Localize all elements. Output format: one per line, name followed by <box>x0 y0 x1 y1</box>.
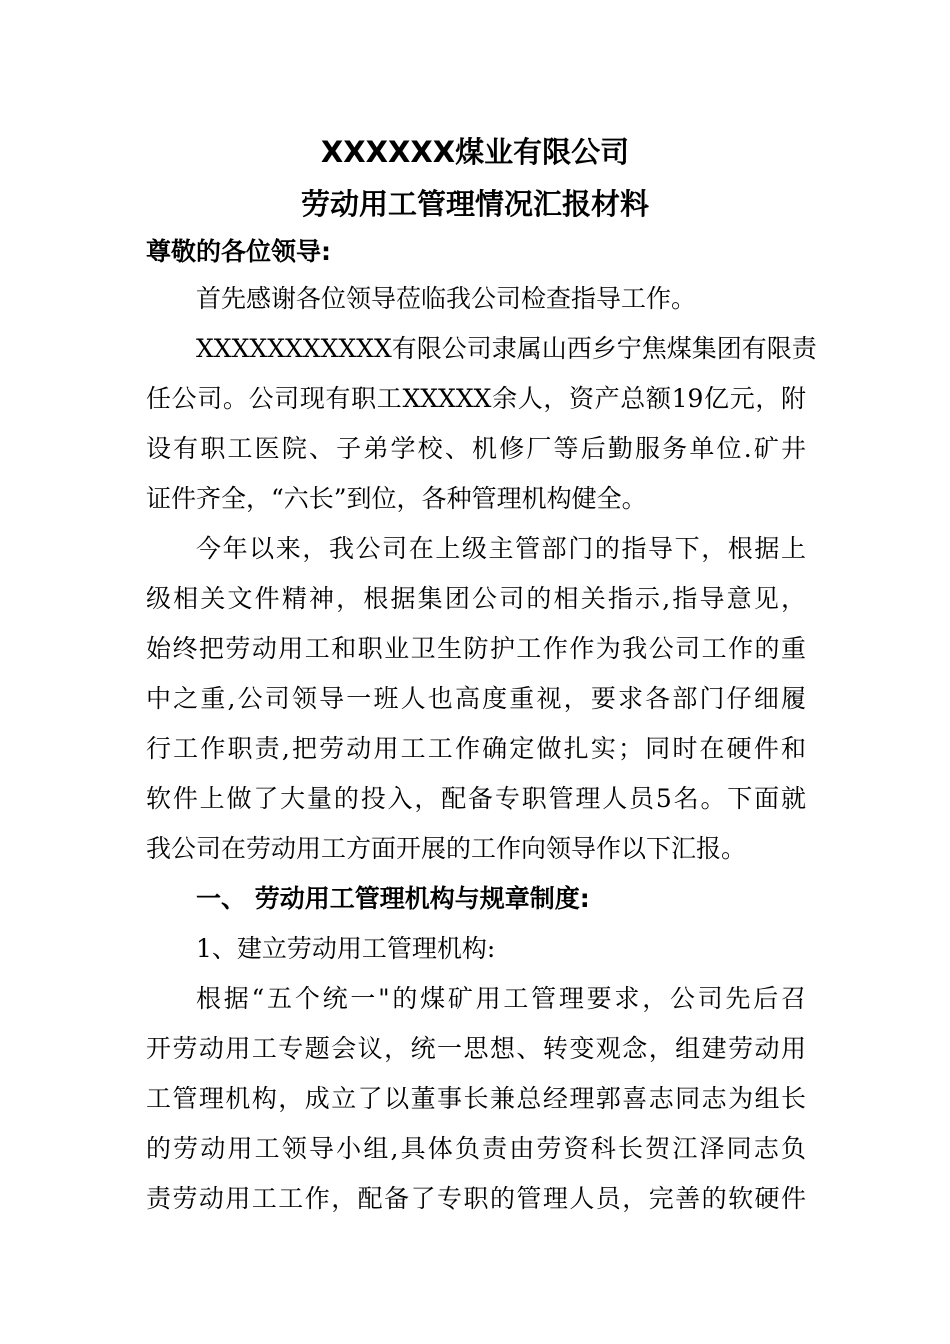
paragraph-line: 根据“五个统一"的煤矿用工管理要求，公司先后召 <box>196 984 806 1013</box>
document-title-company: XXXXXX煤业有限公司 <box>320 135 630 169</box>
paragraph-line: 责劳动用工工作，配备了专职的管理人员，完善的软硬件 <box>146 1184 806 1213</box>
paragraph-line: 软件上做了大量的投入，配备专职管理人员5名。下面就 <box>146 784 806 813</box>
paragraph-line: 设有职工医院、子弟学校、机修厂等后勤服务单位.矿井 <box>146 434 806 463</box>
salutation: 尊敬的各位领导: <box>146 237 331 266</box>
paragraph-line: 工管理机构，成立了以董事长兼总经理郭喜志同志为组长 <box>146 1084 806 1113</box>
paragraph-line: 级相关文件精神，根据集团公司的相关指示,指导意见， <box>146 584 806 613</box>
subsection-heading: 1、建立劳动用工管理机构: <box>196 934 496 963</box>
section-heading: 一、 劳动用工管理机构与规章制度: <box>196 884 590 913</box>
paragraph-line: 行工作职责,把劳动用工工作确定做扎实；同时在硬件和 <box>146 734 806 763</box>
paragraph-line: 首先感谢各位领导莅临我公司检查指导工作。 <box>196 284 697 313</box>
document-title-report: 劳动用工管理情况汇报材料 <box>300 187 649 221</box>
paragraph-line: 证件齐全，“六长”到位，各种管理机构健全。 <box>146 484 647 513</box>
paragraph-line: 今年以来，我公司在上级主管部门的指导下，根据上 <box>196 534 806 563</box>
paragraph-line: 始终把劳动用工和职业卫生防护工作作为我公司工作的重 <box>146 634 806 663</box>
paragraph-line: 任公司。公司现有职工XXXXX余人，资产总额19亿元，附 <box>146 384 806 413</box>
paragraph-line: 开劳动用工专题会议，统一思想、转变观念，组建劳动用 <box>146 1034 806 1063</box>
paragraph-line: 的劳动用工领导小组,具体负责由劳资科长贺江泽同志负 <box>146 1134 806 1163</box>
paragraph-line: XXXXXXXXXXX有限公司隶属山西乡宁焦煤集团有限责 <box>196 334 817 363</box>
paragraph-line: 中之重,公司领导一班人也高度重视，要求各部门仔细履 <box>146 684 806 713</box>
paragraph-line: 我公司在劳动用工方面开展的工作向领导作以下汇报。 <box>146 834 747 863</box>
